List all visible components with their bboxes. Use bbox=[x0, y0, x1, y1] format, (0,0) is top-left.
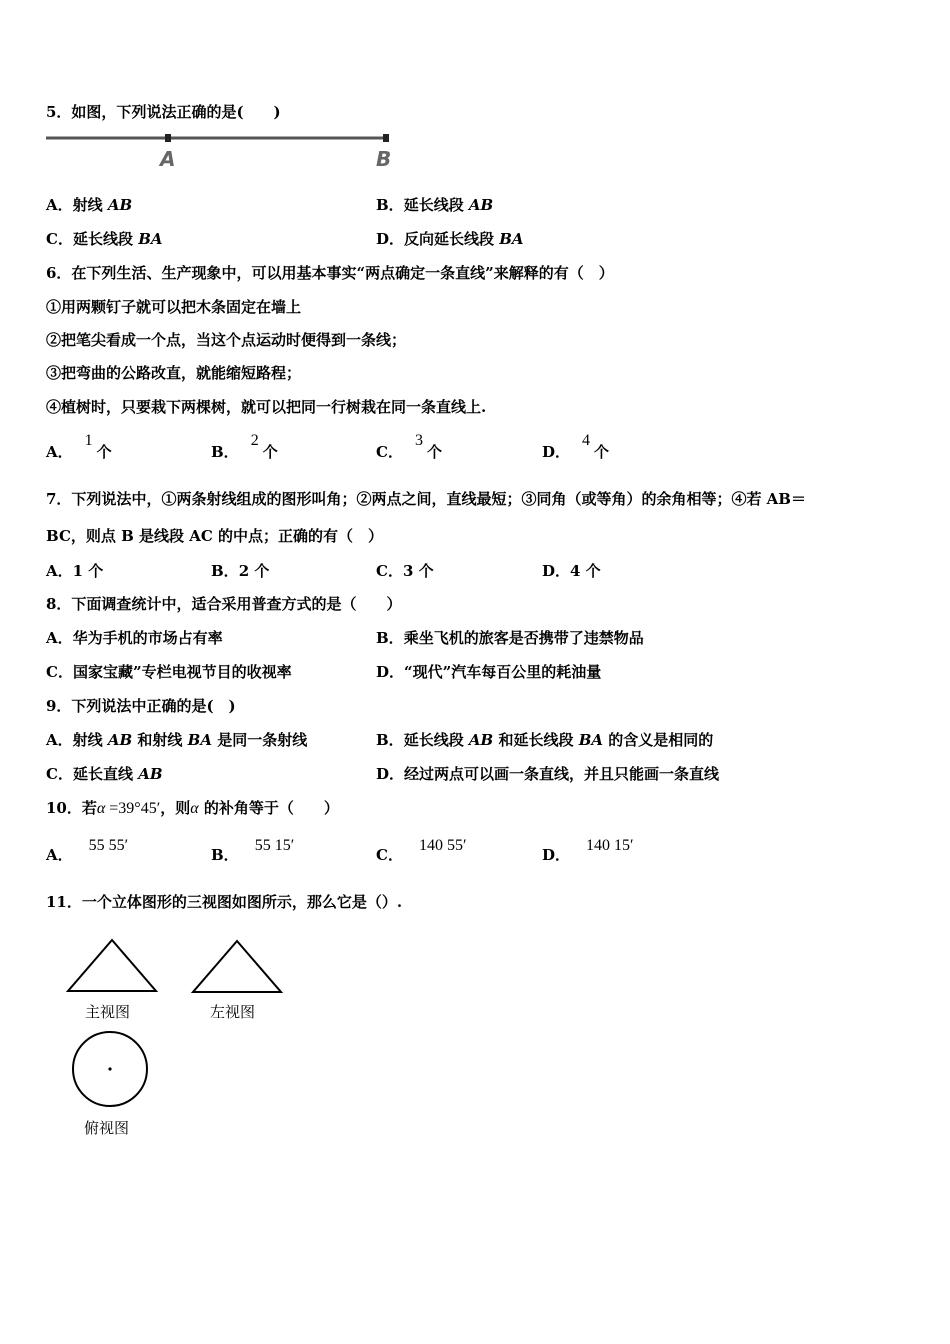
q5-stem: 5．如图，下列说法正确的是( ) bbox=[46, 103, 281, 121]
q5-option-c[interactable]: C．延长线段 BA bbox=[46, 230, 163, 248]
top-view-caption: 俯视图 bbox=[84, 1119, 130, 1137]
q5-option-a[interactable]: A．射线 AB bbox=[46, 196, 133, 214]
q9-options-row1 bbox=[46, 730, 906, 752]
q5-figure bbox=[46, 130, 396, 170]
q8-options-row2 bbox=[46, 662, 906, 684]
center-point bbox=[108, 1067, 111, 1070]
front-view-triangle bbox=[66, 938, 158, 994]
option-label: A． bbox=[46, 196, 73, 214]
q6-item-2: ②把笔尖看成一个点，当这个点运动时便得到一条线； bbox=[46, 331, 407, 349]
option-label: B． bbox=[376, 196, 404, 214]
q7-option-a[interactable]: A．1 个 bbox=[46, 562, 104, 580]
q7-stem-line2: BC，则点 B 是线段 AC 的中点；正确的有（ ） bbox=[46, 527, 384, 545]
point-b-label: B bbox=[376, 147, 392, 171]
q9-options-row2 bbox=[46, 764, 906, 786]
q10-option-a[interactable]: A．55 55′ bbox=[46, 837, 129, 864]
q5-option-d[interactable]: D．反向延长线段 BA bbox=[376, 230, 524, 248]
side-view-caption: 左视图 bbox=[210, 1003, 256, 1021]
q6-option-b[interactable]: B．2个 bbox=[211, 432, 278, 461]
q8-option-c[interactable]: C．国家宝藏”专栏电视节目的收视率 bbox=[46, 663, 292, 681]
q7-option-d[interactable]: D．4 个 bbox=[542, 562, 601, 580]
q6-item-1: ①用两颗钉子就可以把木条固定在墙上 bbox=[46, 298, 302, 316]
top-view-circle bbox=[71, 1031, 151, 1111]
point-a-marker bbox=[165, 134, 171, 142]
q9-option-b[interactable]: B．延长线段 AB 和延长线段 BA 的含义是相同的 bbox=[376, 731, 714, 749]
q6-option-a[interactable]: A．1个 bbox=[46, 432, 112, 461]
q6-option-c[interactable]: C．3个 bbox=[376, 432, 442, 461]
q8-option-d[interactable]: D．“现代”汽车每百公里的耗油量 bbox=[376, 663, 602, 681]
q8-option-a[interactable]: A．华为手机的市场占有率 bbox=[46, 629, 223, 647]
q5-options-row1 bbox=[46, 195, 906, 217]
q8-options-row1 bbox=[46, 628, 906, 650]
q11-stem: 11．一个立体图形的三视图如图所示，那么它是（）. bbox=[46, 893, 403, 911]
q9-option-d[interactable]: D．经过两点可以画一条直线，并且只能画一条直线 bbox=[376, 765, 720, 783]
q6-item-3: ③把弯曲的公路改直，就能缩短路程； bbox=[46, 364, 302, 382]
q5-option-b[interactable]: B．延长线段 AB bbox=[376, 196, 494, 214]
point-a-label: A bbox=[160, 147, 176, 171]
q10-option-d[interactable]: D．140 15′ bbox=[542, 837, 634, 864]
q6-stem: 6．在下列生活、生产现象中，可以用基本事实“两点确定一条直线”来解释的有（ ） bbox=[46, 264, 614, 282]
q7-options-row bbox=[46, 561, 906, 583]
q10-option-c[interactable]: C．140 55′ bbox=[376, 837, 467, 864]
point-b-marker bbox=[383, 134, 389, 142]
q10-options-row bbox=[46, 837, 906, 867]
q8-stem: 8．下面调查统计中，适合采用普查方式的是（ ） bbox=[46, 595, 402, 613]
front-view-caption: 主视图 bbox=[85, 1003, 131, 1021]
q10-option-b[interactable]: B．55 15′ bbox=[211, 837, 295, 864]
q9-option-a[interactable]: A．射线 AB 和射线 BA 是同一条射线 bbox=[46, 731, 308, 749]
q9-option-c[interactable]: C．延长直线 AB bbox=[46, 765, 163, 783]
side-view-triangle bbox=[191, 939, 283, 995]
option-label: C． bbox=[46, 230, 73, 248]
q6-options-row bbox=[46, 432, 906, 464]
q6-option-d[interactable]: D．4个 bbox=[542, 432, 610, 461]
option-label: D． bbox=[376, 230, 405, 248]
q5-options-row2 bbox=[46, 229, 906, 251]
q7-option-b[interactable]: B．2 个 bbox=[211, 562, 270, 580]
q8-option-b[interactable]: B．乘坐飞机的旅客是否携带了违禁物品 bbox=[376, 629, 644, 647]
q7-stem-line1: 7．下列说法中，①两条射线组成的图形叫角；②两点之间，直线最短；③同角（或等角）的余角相等；④若 AB＝ bbox=[46, 490, 806, 508]
q10-stem: 10．若α =39°45′，则α 的补角等于（ ） bbox=[46, 799, 339, 817]
q6-item-4: ④植树时，只要栽下两棵树，就可以把同一行树栽在同一条直线上. bbox=[46, 398, 487, 416]
q7-option-c[interactable]: C．3 个 bbox=[376, 562, 434, 580]
q9-stem: 9．下列说法中正确的是( ) bbox=[46, 697, 236, 715]
